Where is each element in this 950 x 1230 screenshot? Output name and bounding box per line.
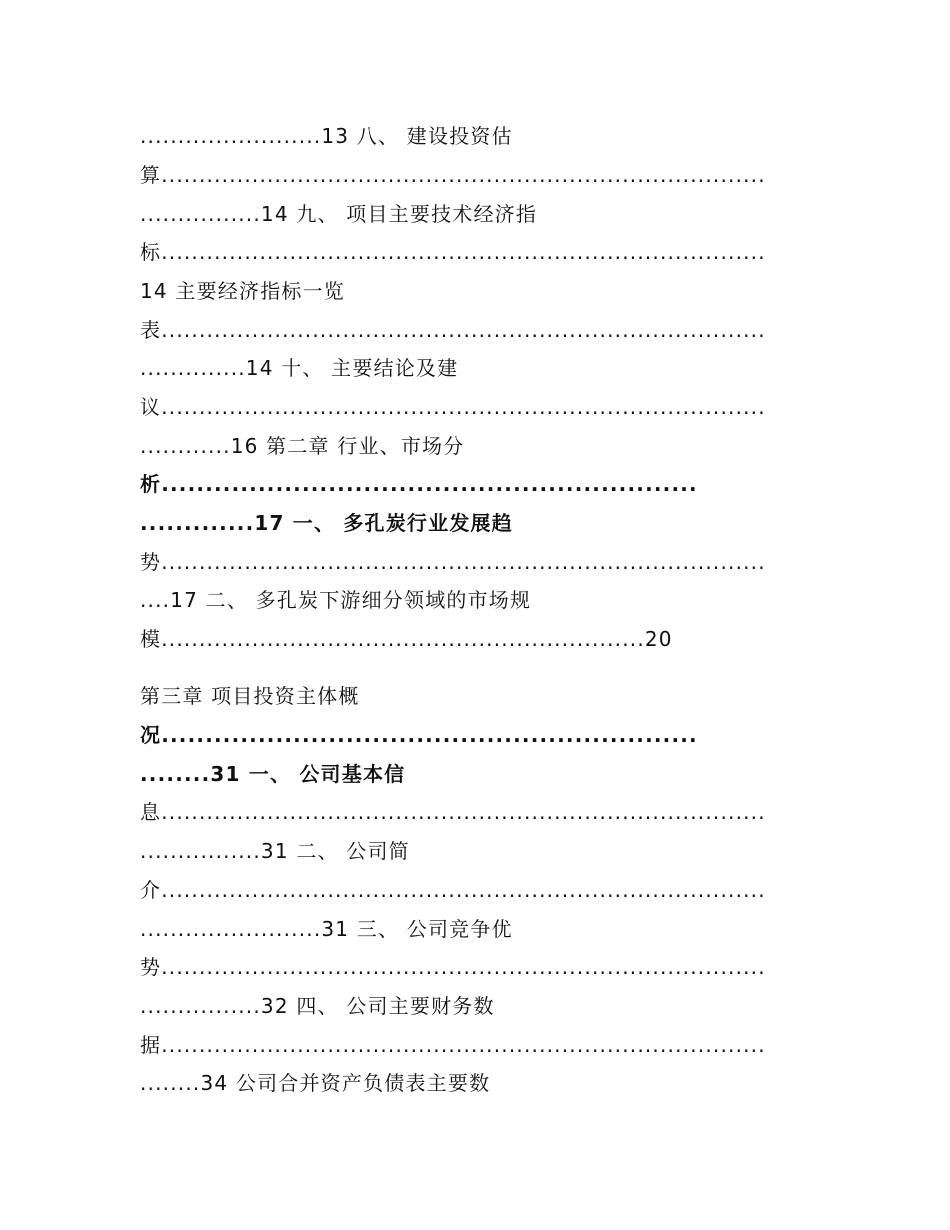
toc-line: .............17 一、 多孔炭行业发展趋	[140, 511, 513, 535]
toc-line: 势................................................................................	[140, 955, 766, 979]
toc-line: ........31 一、 公司基本信	[140, 762, 406, 786]
toc-line: 况.............................................................	[140, 723, 698, 747]
toc-line: 据................................................................................	[140, 1033, 766, 1057]
toc-line: ............16 第二章 行业、市场分	[140, 434, 465, 458]
toc-line: 14 主要经济指标一览	[140, 279, 346, 303]
toc-line: ........................31 三、 公司竞争优	[140, 917, 513, 941]
toc-line: 息................................................................................	[140, 800, 766, 824]
toc-line: 标................................................................................	[140, 240, 766, 264]
toc-line: ................31 二、 公司简	[140, 839, 410, 863]
toc-line: ........34 公司合并资产负债表主要数	[140, 1071, 491, 1095]
toc-line: 第三章 项目投资主体概	[140, 684, 360, 708]
toc-line: ....17 二、 多孔炭下游细分领域的市场规	[140, 588, 532, 612]
toc-line: 算................................................................................	[140, 163, 766, 187]
toc-line: 势................................................................................	[140, 550, 766, 574]
toc-line: ................14 九、 项目主要技术经济指	[140, 202, 538, 226]
toc-line: 析.............................................................	[140, 472, 698, 496]
toc-line: 介................................................................................	[140, 878, 766, 902]
toc-line: 模................................................................20	[140, 627, 673, 651]
toc-line: ................32 四、 公司主要财务数	[140, 994, 495, 1018]
toc-line: 议................................................................................	[140, 395, 766, 419]
toc-line: 表................................................................................	[140, 318, 766, 342]
toc-line: ..............14 十、 主要结论及建	[140, 356, 459, 380]
toc-line: ........................13 八、 建设投资估	[140, 124, 513, 148]
